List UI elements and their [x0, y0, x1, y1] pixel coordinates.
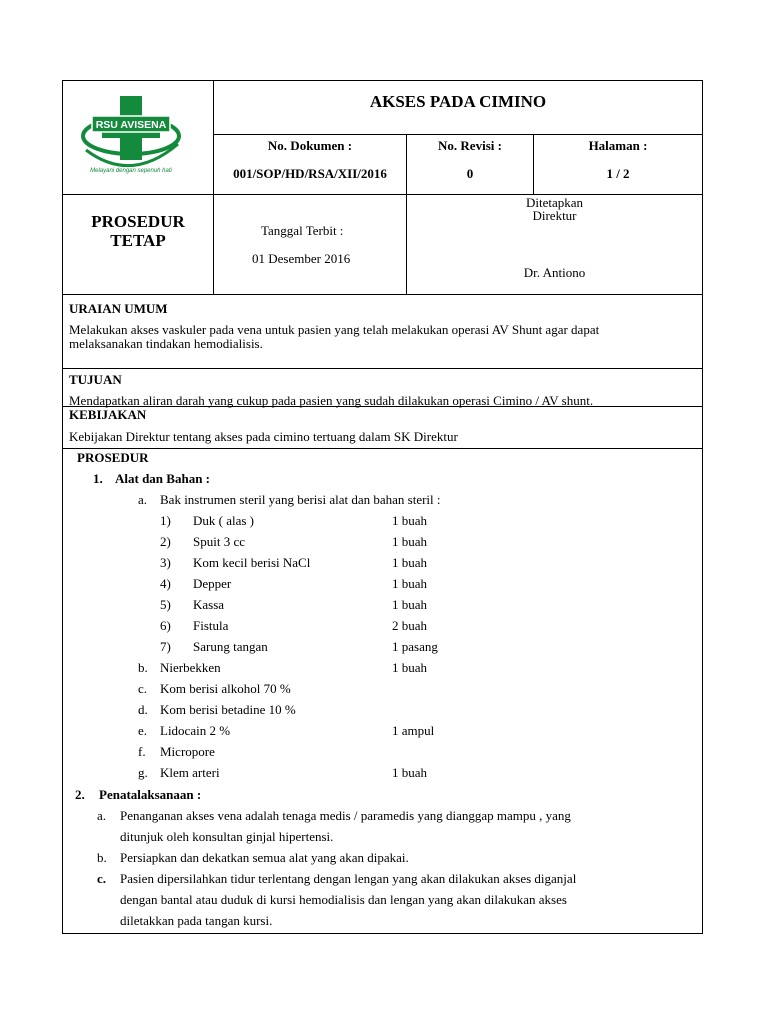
- instrument-quantity: 1 pasang: [392, 639, 438, 654]
- procedure-type-line1: PROSEDUR: [91, 212, 185, 231]
- page-label: Halaman :: [588, 138, 648, 153]
- item-name: Kom berisi betadine 10 %: [160, 702, 296, 717]
- document-title: AKSES PADA CIMINO: [369, 92, 547, 111]
- instrument-number: 1): [160, 513, 171, 528]
- tujuan-text: Mendapatkan aliran darah yang cukup pada pasien yang sudah dilakukan operasi Cimino / AV shunt.: [69, 393, 594, 408]
- approved-line2: Direktur: [532, 208, 577, 223]
- section2-title: Penatalaksanaan :: [99, 787, 202, 802]
- item-name: Klem arteri: [160, 765, 220, 780]
- section2-number: 2.: [75, 787, 85, 802]
- page-value: 1 / 2: [606, 166, 630, 181]
- step-letter: c.: [97, 871, 107, 886]
- sub-a-text: Bak instrumen steril yang berisi alat dan bahan steril :: [160, 492, 441, 507]
- step-letter: a.: [97, 808, 107, 823]
- logo-text: RSU AVISENA: [95, 119, 167, 131]
- header-divider-logo: [213, 80, 214, 294]
- item-letter: g.: [138, 765, 148, 780]
- item-quantity: 1 ampul: [392, 723, 435, 738]
- item-letter: b.: [138, 660, 148, 675]
- item-quantity: 1 buah: [392, 660, 428, 675]
- instrument-name: Kom kecil berisi NaCl: [193, 555, 311, 570]
- instrument-name: Sarung tangan: [193, 639, 268, 654]
- item-name: Lidocain 2 %: [160, 723, 231, 738]
- procedure-type-line2: TETAP: [110, 231, 166, 250]
- instrument-name: Duk ( alas ): [193, 513, 255, 528]
- revision-label: No. Revisi :: [438, 138, 502, 153]
- issue-date-label: Tanggal Terbit :: [261, 223, 344, 238]
- section-divider-uraian: [62, 294, 703, 295]
- uraian-umum-line1: Melakukan akses vaskuler pada vena untuk pasien yang telah melakukan operasi AV Shunt agar dapat: [69, 322, 600, 337]
- step-line1: Persiapkan dan dekatkan semua alat yang akan dipakai.: [120, 850, 409, 865]
- step-line2: ditunjuk oleh konsultan ginjal hipertensi.: [120, 829, 334, 844]
- item-quantity: 1 buah: [392, 765, 428, 780]
- instrument-quantity: 1 buah: [392, 513, 428, 528]
- tujuan-heading: TUJUAN: [69, 372, 122, 387]
- doc-number-value: 001/SOP/HD/RSA/XII/2016: [233, 166, 387, 181]
- prosedur-heading: PROSEDUR: [77, 450, 149, 465]
- doc-number-label: No. Dokumen :: [267, 138, 353, 153]
- section1-number: 1.: [93, 471, 103, 486]
- item-name: Kom berisi alkohol 70 %: [160, 681, 291, 696]
- procedure-type-title: [63, 212, 213, 250]
- instrument-number: 2): [160, 534, 171, 549]
- approver-name: Dr. Antiono: [523, 265, 586, 280]
- item-letter: d.: [138, 702, 148, 717]
- item-letter: c.: [138, 681, 148, 696]
- instrument-name: Fistula: [193, 618, 229, 633]
- item-name: Micropore: [160, 744, 215, 759]
- section-divider-tujuan: [62, 368, 703, 369]
- instrument-number: 4): [160, 576, 171, 591]
- instrument-quantity: 1 buah: [392, 555, 428, 570]
- header-divider-title: [213, 134, 703, 135]
- approved-line1: Ditetapkan: [525, 195, 584, 210]
- item-letter: e.: [138, 723, 148, 738]
- logo-tagline: Melayani dengan sepenuh hati: [90, 168, 172, 174]
- instrument-number: 3): [160, 555, 171, 570]
- kebijakan-heading: KEBIJAKAN: [69, 407, 147, 422]
- instrument-name: Kassa: [193, 597, 225, 612]
- section-divider-prosedur: [62, 448, 703, 449]
- instrument-quantity: 1 buah: [392, 597, 428, 612]
- sub-a-letter: a.: [138, 492, 148, 507]
- revision-value: 0: [466, 166, 474, 181]
- instrument-quantity: 1 buah: [392, 534, 428, 549]
- instrument-quantity: 2 buah: [392, 618, 428, 633]
- step-line1: Penanganan akses vena adalah tenaga medis / paramedis yang dianggap mampu , yang: [120, 808, 571, 823]
- kebijakan-text: Kebijakan Direktur tentang akses pada cimino tertuang dalam SK Direktur: [69, 429, 458, 444]
- instrument-name: Spuit 3 cc: [193, 534, 245, 549]
- issue-date-value: 01 Desember 2016: [252, 251, 351, 266]
- uraian-umum-line2: melaksanakan tindakan hemodialisis.: [69, 336, 263, 351]
- step-line1: Pasien dipersilahkan tidur terlentang dengan lengan yang akan dilakukan akses diganjal: [120, 871, 577, 886]
- step-letter: b.: [97, 850, 107, 865]
- step-line3: diletakkan pada tangan kursi.: [120, 913, 273, 928]
- step-line2: dengan bantal atau duduk di kursi hemodialisis dan lengan yang akan dilakukan akses: [120, 892, 567, 907]
- item-letter: f.: [138, 744, 146, 759]
- instrument-number: 7): [160, 639, 171, 654]
- instrument-number: 6): [160, 618, 171, 633]
- item-name: Nierbekken: [160, 660, 221, 675]
- hospital-logo: [76, 92, 186, 182]
- instrument-quantity: 1 buah: [392, 576, 428, 591]
- instrument-number: 5): [160, 597, 171, 612]
- instrument-name: Depper: [193, 576, 232, 591]
- section1-title: Alat dan Bahan :: [115, 471, 210, 486]
- uraian-umum-heading: URAIAN UMUM: [69, 301, 168, 316]
